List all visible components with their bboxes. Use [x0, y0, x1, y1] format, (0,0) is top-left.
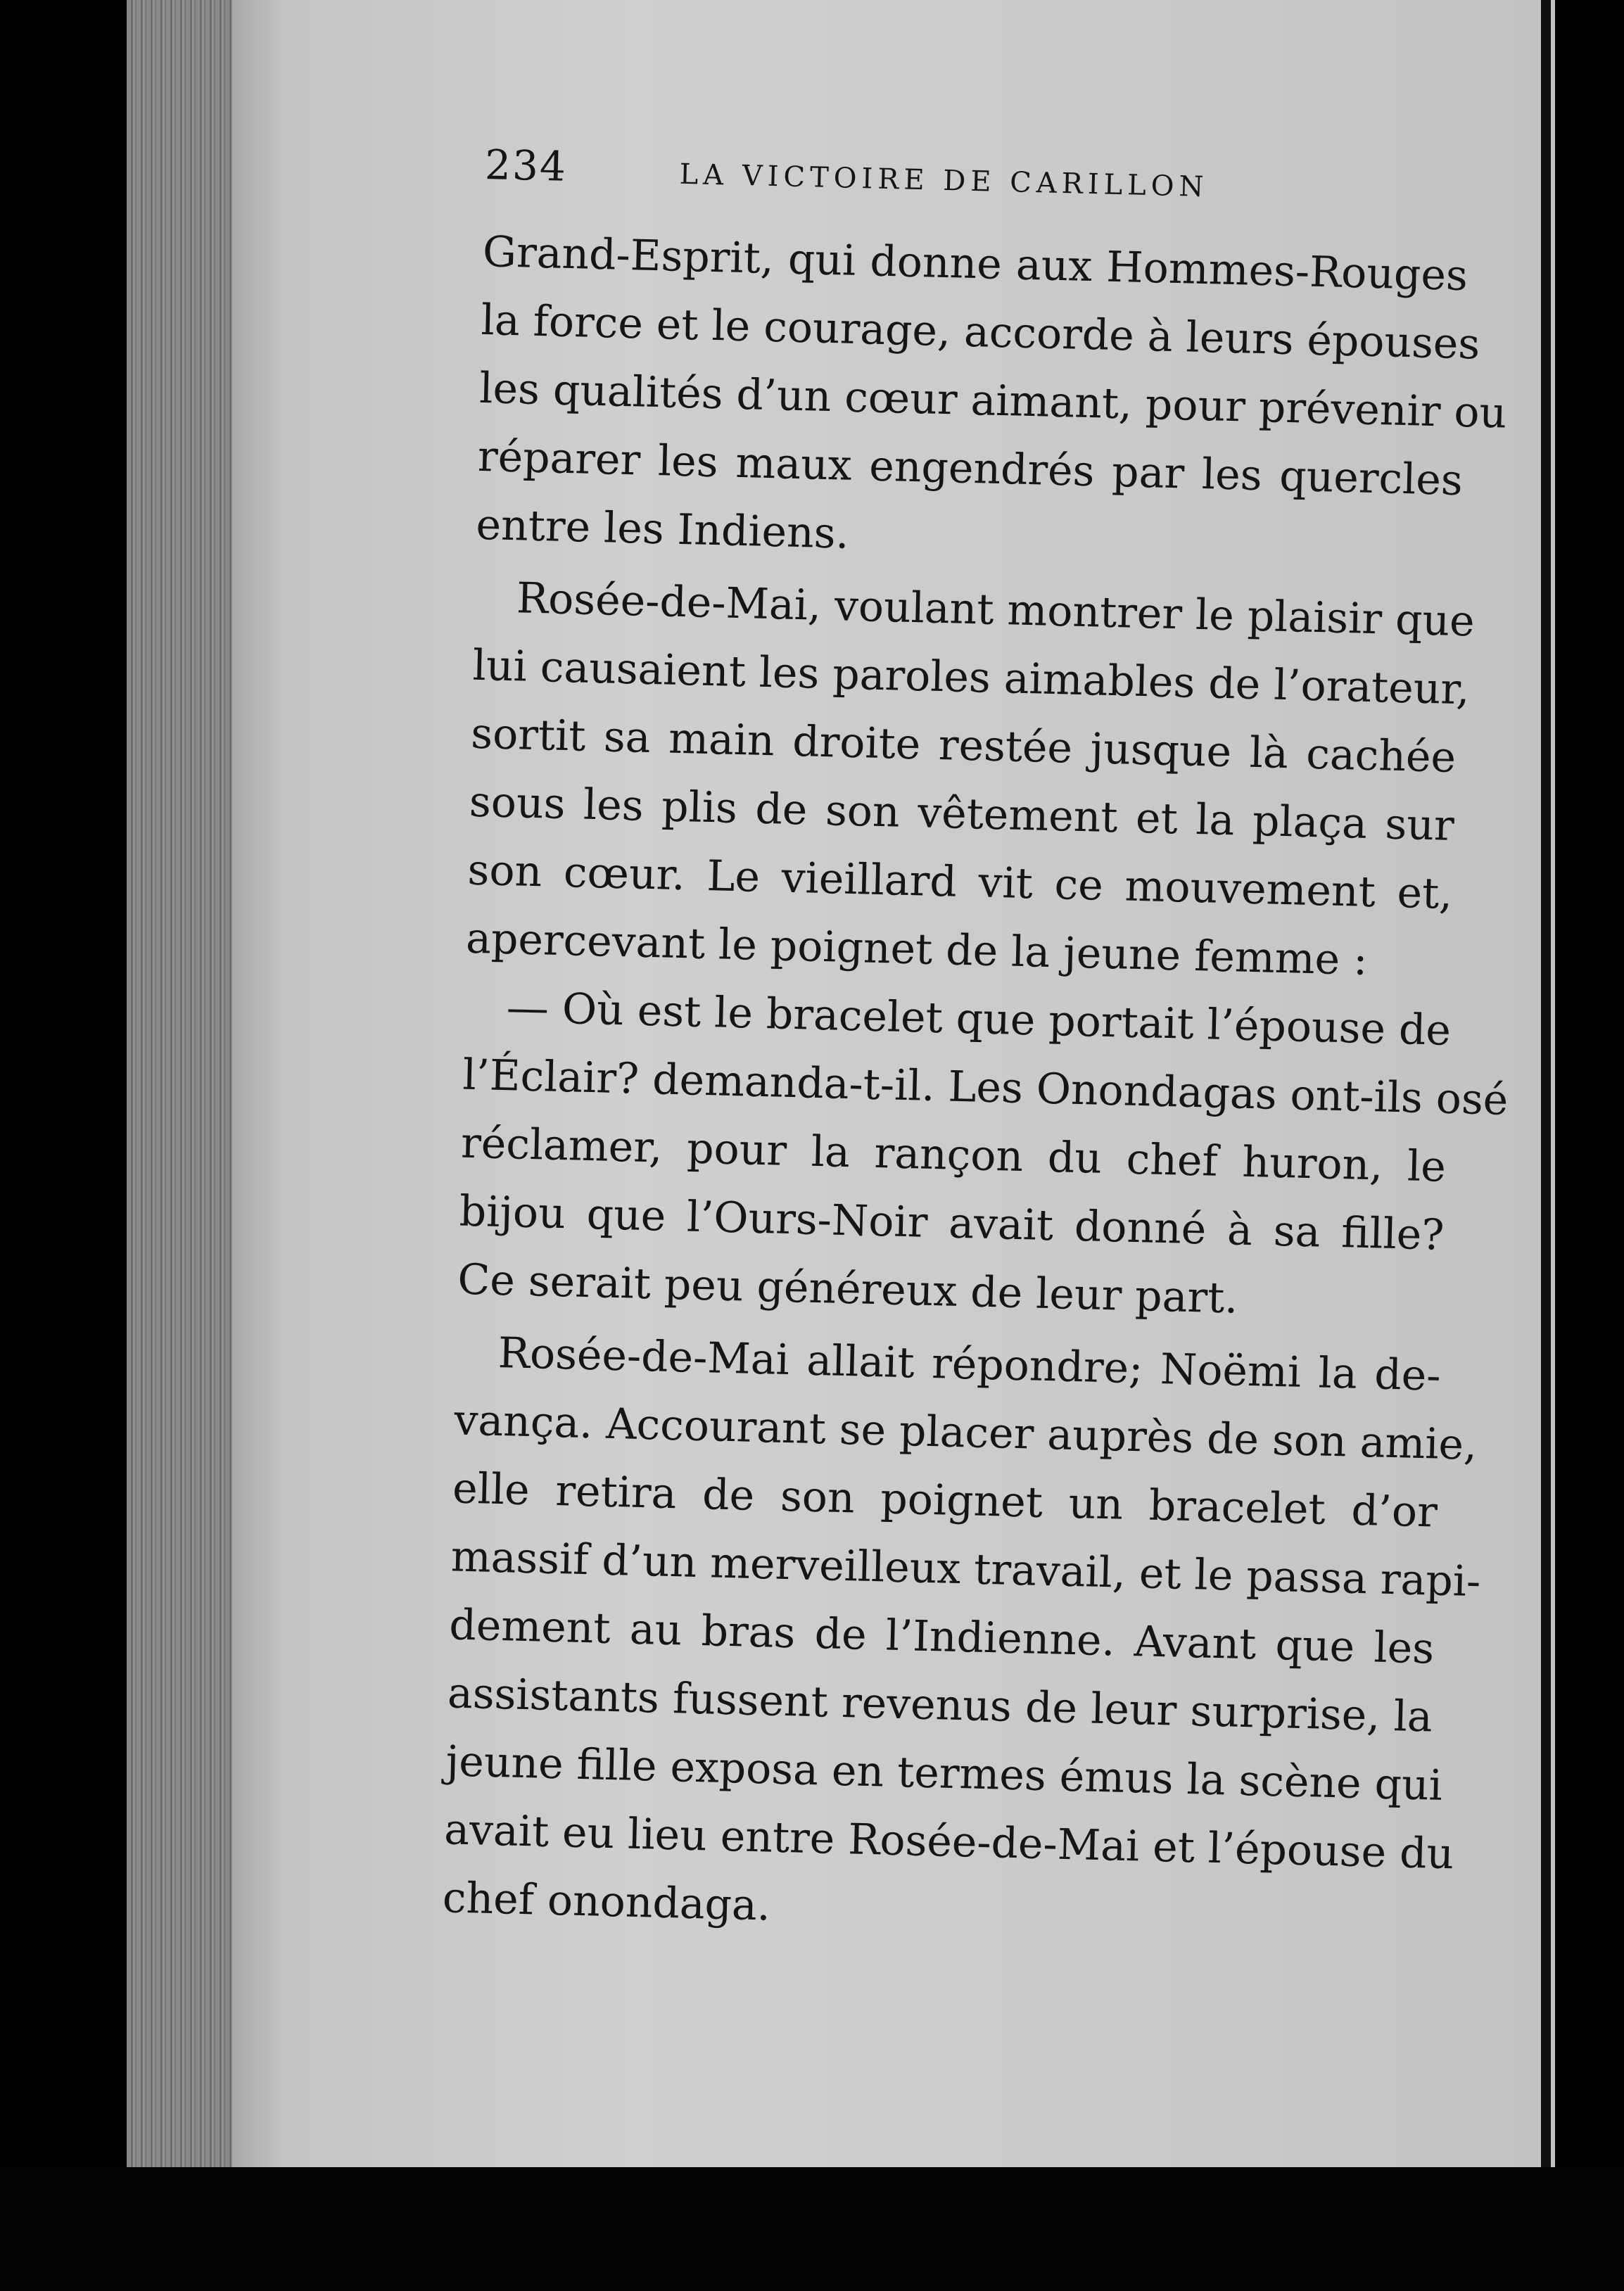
paragraph: [465, 564, 1476, 997]
page-text: [442, 141, 1509, 1956]
scan-border-left: [0, 0, 127, 2291]
paragraph: [457, 973, 1509, 1338]
text-line: dement au bras de l’Indienne. Avant que les: [448, 1600, 1435, 1674]
text-line: réparer les maux engendrés par les quercles: [477, 431, 1464, 506]
running-title: LA VICTOIRE DE CARILLON: [679, 158, 1210, 204]
text-line: vança. Accourant se placer auprès de son amie,: [453, 1395, 1478, 1470]
text-line: son cœur. Le vieillard vit ce mouvement et,: [467, 845, 1454, 919]
page-number: 234: [484, 141, 568, 191]
text-line: — Où est le bracelet que portait l’épouse de: [506, 983, 1452, 1055]
text-line: avait eu lieu entre Rosée-de-Mai et l’épouse du: [443, 1805, 1455, 1879]
text-line: assistants fussent revenus de leur surprise, la: [447, 1668, 1433, 1742]
text-line: la force et le courage, accorde à leurs épouses: [480, 295, 1481, 369]
text-line: sous les plis de son vêtement et la plaça sur: [469, 777, 1455, 851]
text-line: massif d’un merveilleux travail, et le passa rapi-: [450, 1532, 1482, 1607]
scan-border-right: [1541, 0, 1551, 2252]
text-line: Rosée-de-Mai allait répondre; Noëmi la de-: [497, 1328, 1442, 1401]
text-line: Rosée-de-Mai, voulant montrer le plaisir que: [516, 573, 1476, 647]
text-line: Ce serait peu généreux de leur part.: [457, 1255, 1239, 1324]
text-line: jeune fille exposa en termes émus la scène qui: [445, 1737, 1443, 1810]
text-line: réclamer, pour la rançon du chef huron, le: [460, 1118, 1447, 1192]
text-line: bijou que l’Ours-Noir avait donné à sa fille?: [458, 1186, 1445, 1260]
scan-border-bottom: [0, 2167, 1624, 2291]
text-line: entre les Indiens.: [475, 500, 850, 559]
paragraph: [442, 1319, 1482, 1957]
text-line: l’Éclair? demanda-t-il. Les Onondagas ont-ils osé: [462, 1050, 1509, 1125]
book-fore-edge: [127, 0, 232, 2167]
text-line: elle retira de son poignet un bracelet d’or: [452, 1464, 1438, 1537]
text-line: apercevant le poignet de la jeune femme :: [465, 913, 1369, 985]
text-line: sortit sa main droite restée jusque là cachée: [470, 709, 1457, 782]
text-line: lui causaient les paroles aimables de l’orateur,: [471, 640, 1471, 715]
text-line: Grand-Esprit, qui donne aux Hommes-Rouges: [482, 227, 1468, 301]
text-line: chef onondaga.: [442, 1873, 771, 1931]
text-line: les qualités d’un cœur aimant, pour prévenir ou: [478, 363, 1508, 438]
paragraph: [475, 218, 1508, 583]
